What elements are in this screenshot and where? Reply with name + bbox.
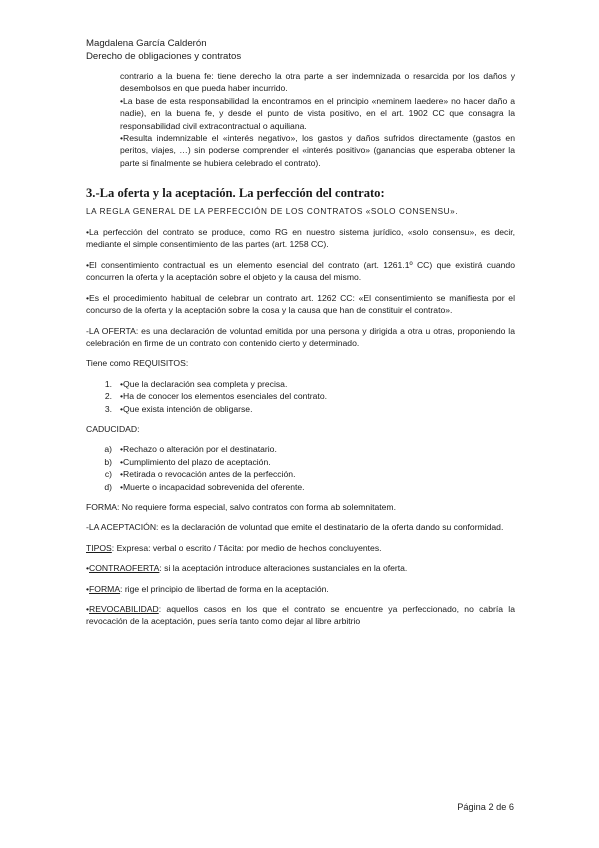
requisitos-list	[86, 378, 515, 415]
body-paragraph: •Es el procedimiento habitual de celebrar un contrato art. 1262 CC: «El consentimiento se manifiesta por el concurso de la oferta y la aceptación sobre la cosa y la causa que han de constituir el contrato».	[86, 292, 515, 316]
bullet: •	[86, 563, 90, 574]
contraoferta-paragraph	[86, 562, 515, 574]
bullet: •	[86, 604, 90, 614]
list-letter: d)	[104, 481, 112, 492]
aceptacion-paragraph: -LA ACEPTACIÓN: es la declaración de voluntad que emite el destinatario de la oferta dando su conformidad.	[86, 522, 504, 533]
list-letter: a)	[104, 444, 112, 455]
list-text: •Cumplimiento del plazo de aceptación.	[120, 456, 271, 467]
page-content	[86, 70, 515, 636]
list-text: •Rechazo o alteración por el destinatario.	[120, 444, 277, 455]
tipos-text: : Expresa: verbal o escrito / Tácita: por medio de hechos concluyentes.	[111, 542, 382, 553]
forma-label: FORMA	[89, 583, 121, 594]
section-title: 3.-La oferta y la aceptación. La perfección del contrato:	[86, 186, 385, 201]
list-item	[86, 456, 515, 468]
revocabilidad-label: REVOCABILIDAD	[89, 604, 159, 614]
list-text: •Que exista intención de obligarse.	[120, 403, 253, 414]
revocabilidad-paragraph	[86, 603, 515, 628]
list-number: 3.	[104, 403, 112, 414]
revocabilidad-text: : aquellos casos en los que el contrato se encuentre ya perfeccionado, no cabría la revocación de la aceptación, pues sería tanto como dejar al libre arbitrio	[86, 604, 515, 627]
regla-general-heading: LA REGLA GENERAL DE LA PERFECCIÓN DE LOS CONTRATOS «SOLO CONSENSU».	[86, 206, 459, 216]
forma-text: : rige el principio de libertad de forma en la aceptación.	[120, 583, 329, 594]
tipos-label: TIPOS	[86, 542, 112, 553]
list-text: •Que la declaración sea completa y precisa.	[120, 378, 288, 389]
list-number: 1.	[104, 378, 112, 389]
list-text: •Muerte o incapacidad sobrevenida del oferente.	[120, 481, 305, 492]
list-text: •Retirada o revocación antes de la perfección.	[120, 469, 296, 480]
page-number: Página 2 de 6	[457, 802, 514, 812]
list-item	[86, 390, 515, 402]
intro-paragraph: •Resulta indemnizable el «interés negativo», los gastos y daños sufridos directamente (gastos en peritos, viajes, …) sin poderse comprender el «interés positivo» (ganancias que esperaba obtener la parte si finalmente se hubiera celebrado el contrato).	[120, 133, 515, 168]
caducidad-list	[86, 443, 515, 493]
list-letter: b)	[104, 456, 112, 467]
header-subject: Derecho de obligaciones y contratos	[86, 51, 242, 62]
list-number: 2.	[104, 391, 112, 402]
header-author: Magdalena García Calderón	[86, 38, 207, 49]
intro-paragraph: •La base de esta responsabilidad la encontramos en el principio «neminem laedere» no hacer daño a nadie), en la buena fe, y desde el punto de vista positivo, en el art. 1902 CC que consagra la responsabilidad civil extracontractual o aquiliana.	[120, 95, 515, 131]
oferta-paragraph: -LA OFERTA: es una declaración de voluntad emitida por una persona y dirigida a otra u otras, proponiendo la celebración en firme de un contrato con contenido cierto y determinado.	[86, 325, 515, 348]
list-item	[86, 481, 515, 493]
page-header	[86, 37, 241, 63]
list-item	[86, 443, 515, 455]
intro-paragraph: contrario a la buena fe: tiene derecho la otra parte a ser indemnizada o resarcida por los daños y desembolsos en que pueda haber incurrido.	[120, 71, 515, 94]
forma-aceptacion-paragraph	[86, 583, 515, 595]
requisitos-label: Tiene como REQUISITOS:	[86, 358, 189, 369]
bullet: •	[86, 583, 90, 594]
forma-paragraph: FORMA: No requiere forma especial, salvo contratos con forma ab solemnitatem.	[86, 501, 396, 512]
list-item	[86, 378, 515, 390]
list-item	[86, 403, 515, 415]
caducidad-label: CADUCIDAD:	[86, 423, 140, 434]
list-letter: c)	[104, 469, 112, 480]
contraoferta-label: CONTRAOFERTA	[89, 563, 160, 574]
list-text: •Ha de conocer los elementos esenciales del contrato.	[120, 391, 327, 402]
list-item	[86, 468, 515, 480]
contraoferta-text: : si la aceptación introduce alteraciones sustanciales en la oferta.	[159, 563, 408, 574]
body-paragraph: •El consentimiento contractual es un elemento esencial del contrato (art. 1261.1º CC) que existirá cuando concurren la oferta y la aceptación sobre el objeto y la causa del mismo.	[86, 259, 515, 283]
tipos-paragraph	[86, 542, 515, 554]
intro-block	[86, 70, 515, 169]
body-paragraph: •La perfección del contrato se produce, como RG en nuestro sistema jurídico, «solo consensu», es decir, mediante el simple consentimiento de las partes (art. 1258 CC).	[86, 227, 515, 250]
